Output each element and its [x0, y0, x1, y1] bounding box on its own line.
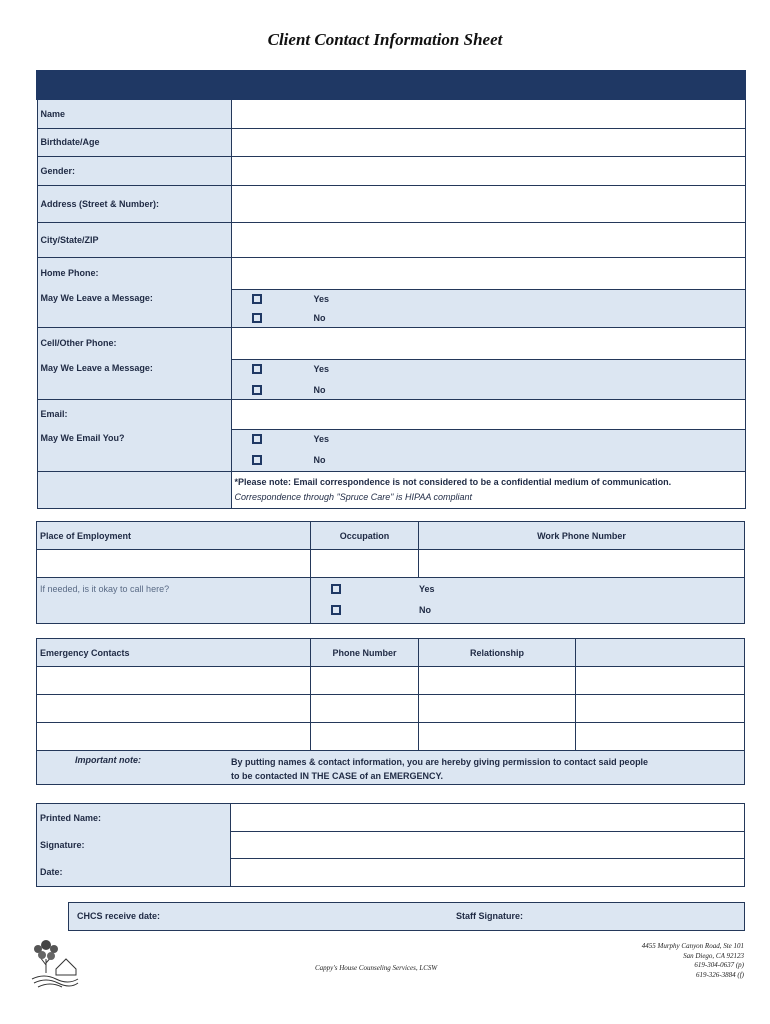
date-field[interactable] [231, 859, 745, 887]
section-header-bar [37, 71, 745, 99]
emergency-relationship-field[interactable] [419, 723, 576, 751]
work-phone-field[interactable] [419, 550, 745, 578]
employment-table [36, 521, 745, 624]
footer-phone: 619-304-0637 (p) [694, 961, 744, 969]
footer-addr-line2: San Diego, CA 92123 [683, 951, 744, 960]
emergency-contact-field[interactable] [37, 723, 311, 751]
emergency-table [36, 638, 745, 785]
email-note [231, 471, 745, 508]
emergency-phone-field[interactable] [311, 695, 419, 723]
email-note-line2: Correspondence through "Spruce Care" is HIPAA compliant [234, 491, 473, 502]
emergency-relationship-field[interactable] [419, 695, 576, 723]
tree-logo-icon [26, 935, 82, 995]
emergency-contact-field[interactable] [37, 667, 311, 695]
message1-options [231, 289, 745, 327]
call-yes-label: Yes [419, 584, 435, 594]
okay-to-call-options [311, 578, 745, 624]
email-note-line1: *Please note: Email correspondence is not considered to be a confidential medium of communication. [234, 476, 672, 487]
emergency-extra-field[interactable] [576, 667, 745, 695]
email-no-checkbox[interactable] [252, 455, 262, 465]
place-field[interactable] [37, 550, 311, 578]
office-use-table [68, 902, 745, 931]
signature-table [36, 803, 745, 887]
footer-fax: 619-326-3884 (f) [695, 970, 744, 979]
emergency-extra-field[interactable] [576, 695, 745, 723]
emergency-phone-field[interactable] [311, 667, 419, 695]
message2-yes-checkbox[interactable] [252, 364, 262, 374]
important-note-row [37, 751, 745, 785]
printed-name-label: Printed Name: [37, 804, 231, 832]
city-field[interactable] [231, 222, 745, 257]
home-phone-label: Home Phone: [37, 257, 231, 289]
email-label: Email: [37, 399, 231, 429]
relationship-header: Relationship [419, 639, 576, 667]
staff-signature-label: Staff Signature: [456, 911, 524, 921]
date-label: Date: [37, 859, 231, 887]
city-label: City/State/ZIP [37, 222, 231, 257]
emergency-relationship-field[interactable] [419, 667, 576, 695]
important-note-line2: to be contacted IN THE CASE of an EMERGENCY. [231, 771, 444, 781]
message1-label: May We Leave a Message: [37, 289, 231, 327]
cell-phone-field[interactable] [231, 327, 745, 359]
printed-name-field[interactable] [231, 804, 745, 832]
important-note-label: Important note: [75, 755, 141, 765]
message2-label: May We Leave a Message: [37, 359, 231, 399]
message1-no-label: No [313, 312, 326, 323]
call-no-checkbox[interactable] [331, 605, 341, 615]
footer-org: Cappy's House Counseling Services, LCSW [315, 964, 438, 972]
important-note-line1: By putting names & contact information, you are hereby giving permission to contact said people [231, 757, 649, 767]
work-phone-header: Work Phone Number [419, 522, 745, 550]
message2-yes-label: Yes [313, 363, 330, 374]
gender-field[interactable] [231, 156, 745, 185]
office-use-row [69, 903, 745, 931]
cell-phone-label: Cell/Other Phone: [37, 327, 231, 359]
page-title: Client Contact Information Sheet [267, 30, 503, 49]
message2-no-label: No [313, 384, 326, 395]
email-yes-label: Yes [313, 433, 330, 444]
address-label: Address (Street & Number): [37, 185, 231, 222]
footer-address [642, 942, 744, 980]
place-header: Place of Employment [37, 522, 311, 550]
message1-no-checkbox[interactable] [252, 313, 262, 323]
email-you-label: May We Email You? [37, 429, 231, 471]
message1-yes-checkbox[interactable] [252, 294, 262, 304]
email-no-label: No [313, 454, 326, 465]
emergency-phone-header: Phone Number [311, 639, 419, 667]
message2-options [231, 359, 745, 399]
contact-info-table [36, 70, 746, 509]
birthdate-label: Birthdate/Age [37, 128, 231, 156]
emergency-extra-header [576, 639, 745, 667]
message1-yes-label: Yes [313, 293, 330, 304]
call-no-label: No [419, 605, 431, 615]
address-field[interactable] [231, 185, 745, 222]
email-yes-checkbox[interactable] [252, 434, 262, 444]
note-spacer [37, 471, 231, 508]
name-field[interactable] [231, 99, 745, 128]
message2-no-checkbox[interactable] [252, 385, 262, 395]
emergency-header: Emergency Contacts [37, 639, 311, 667]
home-phone-field[interactable] [231, 257, 745, 289]
email-field[interactable] [231, 399, 745, 429]
signature-field[interactable] [231, 832, 745, 859]
occupation-field[interactable] [311, 550, 419, 578]
call-yes-checkbox[interactable] [331, 584, 341, 594]
email-you-options [231, 429, 745, 471]
signature-label: Signature: [37, 832, 231, 859]
emergency-contact-field[interactable] [37, 695, 311, 723]
receive-date-label: CHCS receive date: [77, 911, 161, 921]
okay-to-call-label: If needed, is it okay to call here? [37, 578, 311, 624]
gender-label: Gender: [37, 156, 231, 185]
name-label: Name [37, 99, 231, 128]
important-note-text [231, 755, 648, 783]
occupation-header: Occupation [311, 522, 419, 550]
emergency-phone-field[interactable] [311, 723, 419, 751]
birthdate-field[interactable] [231, 128, 745, 156]
emergency-extra-field[interactable] [576, 723, 745, 751]
footer-addr-line1: 4455 Murphy Canyon Road, Ste 101 [641, 942, 744, 950]
